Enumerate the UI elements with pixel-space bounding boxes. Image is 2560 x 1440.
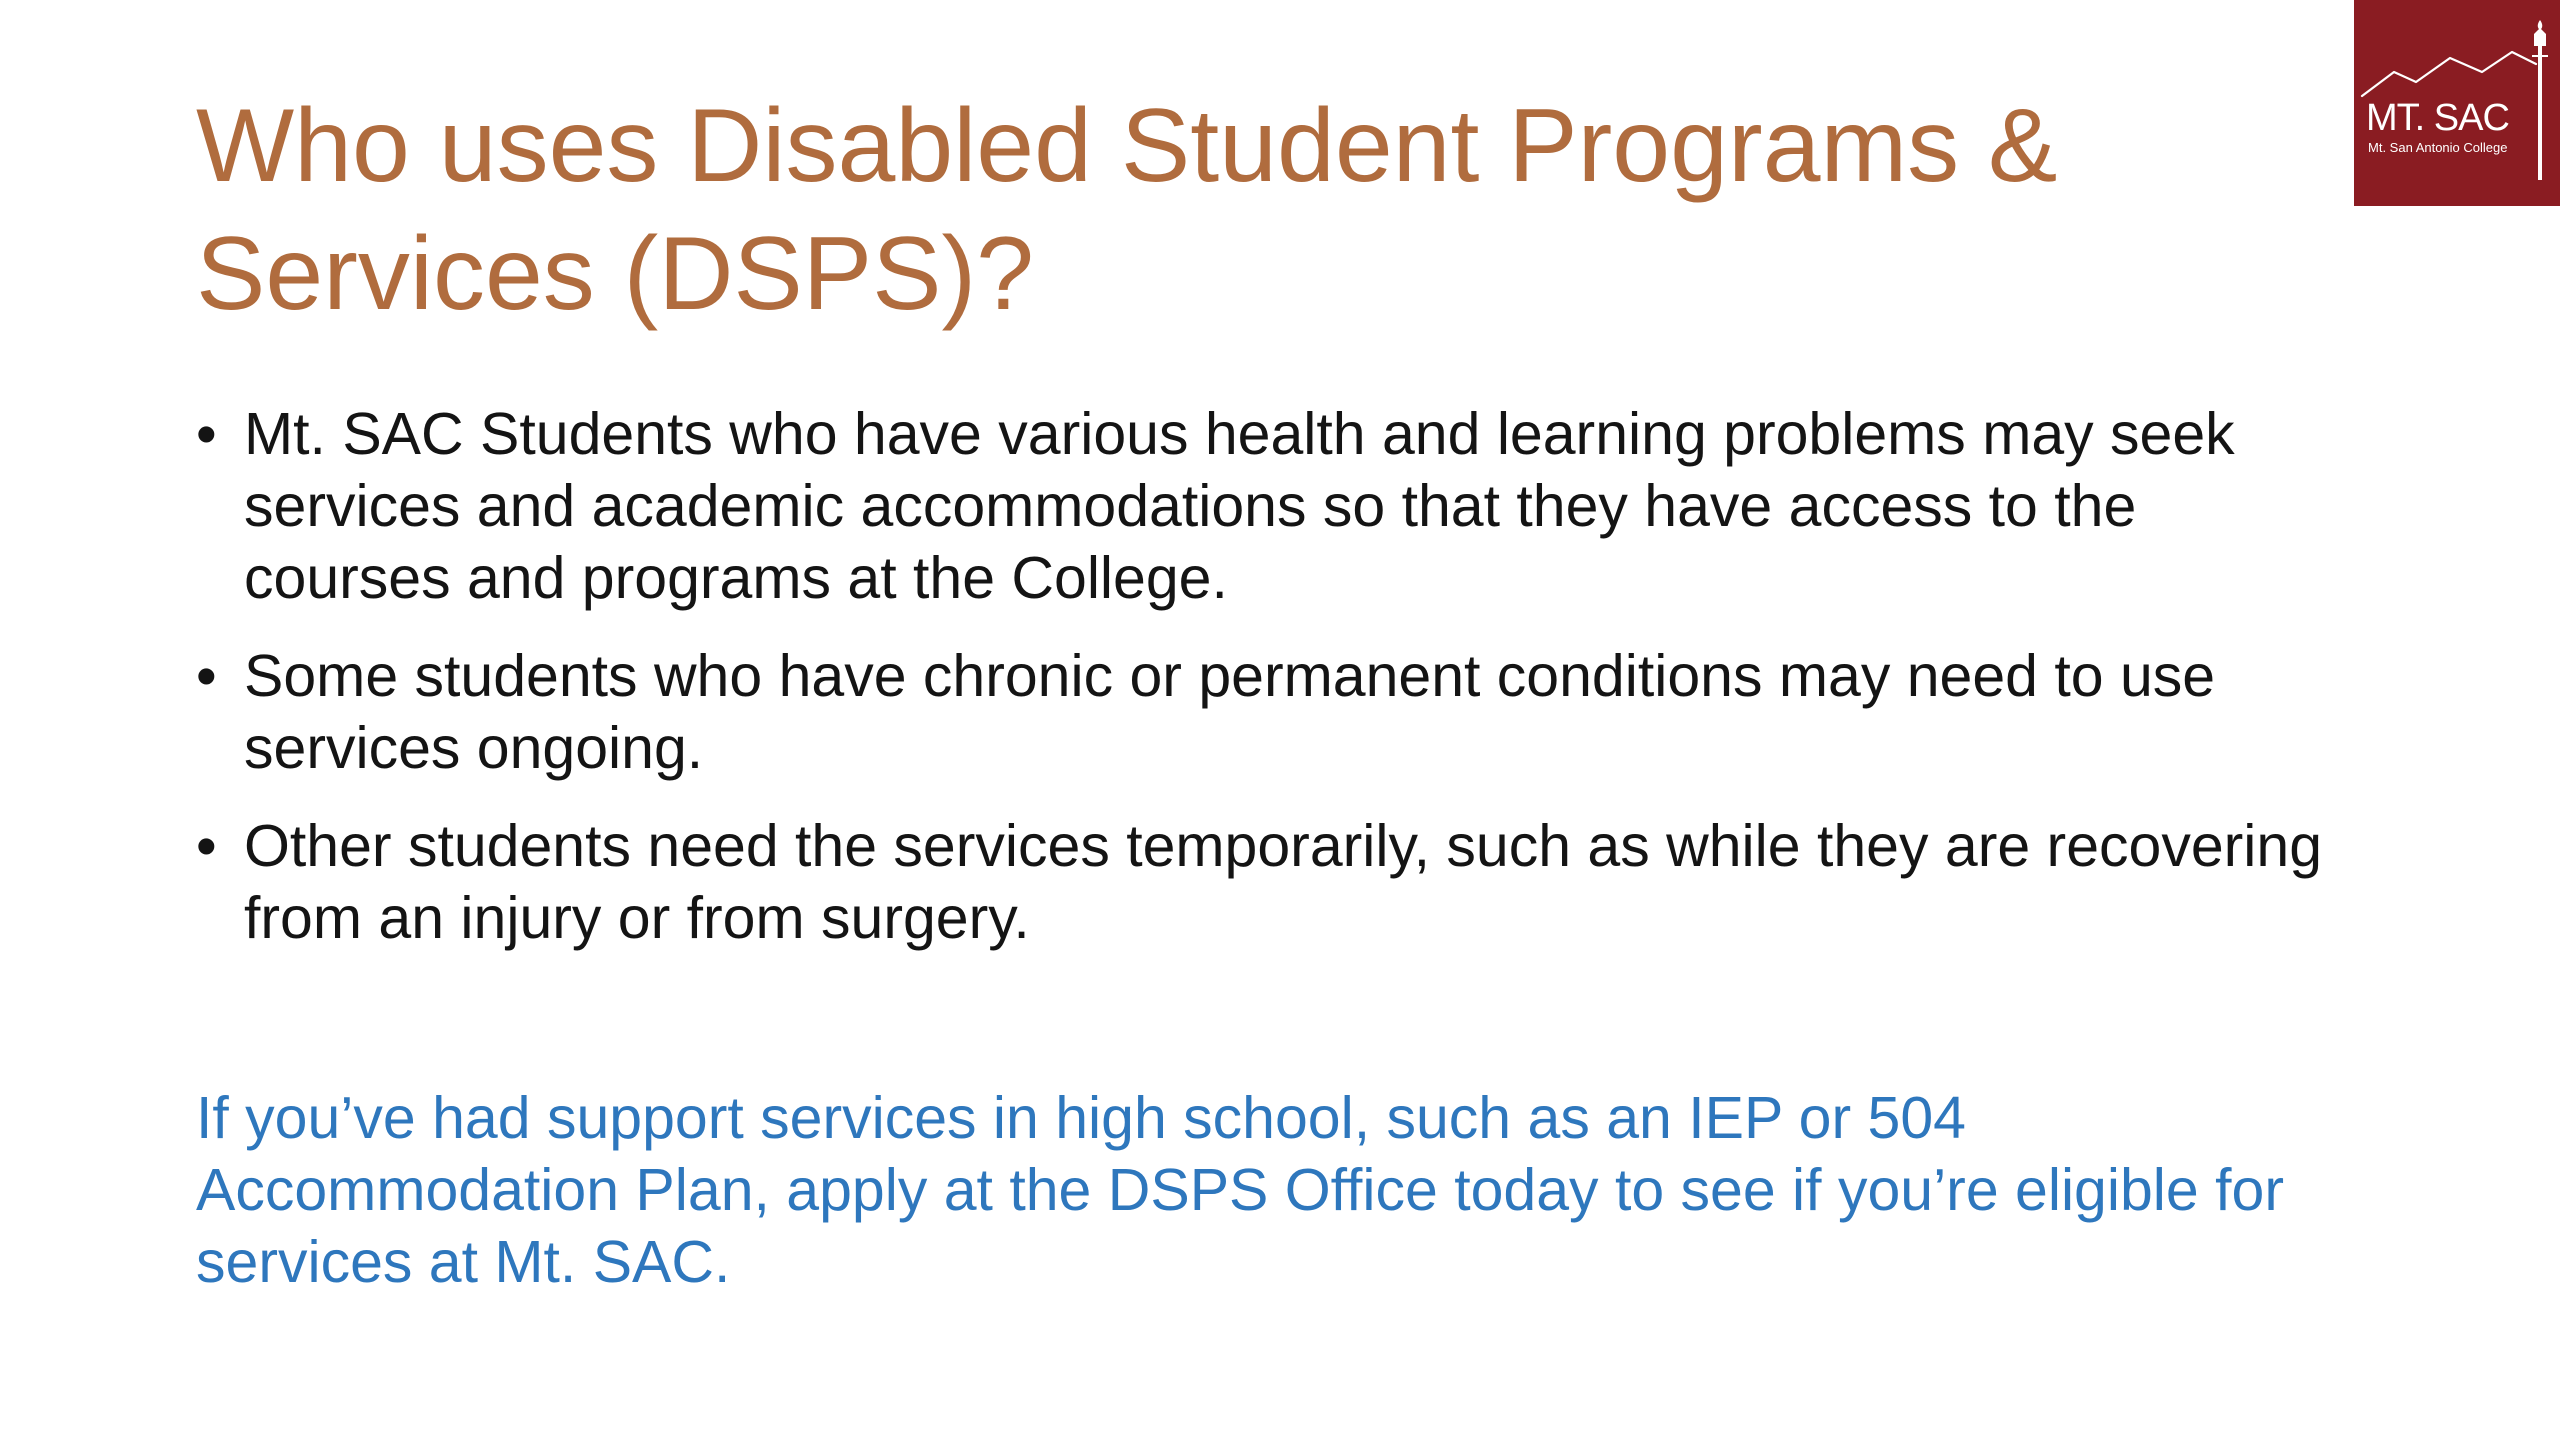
bullet-list (196, 398, 2356, 980)
bullet-marker: • (196, 401, 217, 467)
bullet-item (196, 640, 2356, 784)
bullet-marker: • (196, 813, 217, 879)
bullet-text: Other students need the services temporarily, such as while they are recovering from an injury or from surgery. (244, 813, 2323, 951)
bullet-text: Some students who have chronic or permanent conditions may need to use services ongoing. (244, 643, 2216, 781)
logo-subtitle: Mt. San Antonio College (2368, 140, 2508, 155)
college-logo (2354, 0, 2560, 206)
bullet-item (196, 810, 2356, 954)
slide-title: Who uses Disabled Student Programs & Services (DSPS)? (196, 88, 2058, 332)
bullet-marker: • (196, 643, 217, 709)
logo-wordmark: MT. SAC (2366, 97, 2509, 139)
bullet-text: Mt. SAC Students who have various health and learning problems may seek services and academic accommodations so that they have access to the courses and programs at the College. (244, 401, 2235, 611)
call-to-action-note: If you’ve had support services in high school, such as an IEP or 504 Accommodation Plan, apply at the DSPS Office today to see if you’re eligible for services at Mt. SAC. (196, 1085, 2284, 1295)
bullet-item (196, 398, 2356, 614)
